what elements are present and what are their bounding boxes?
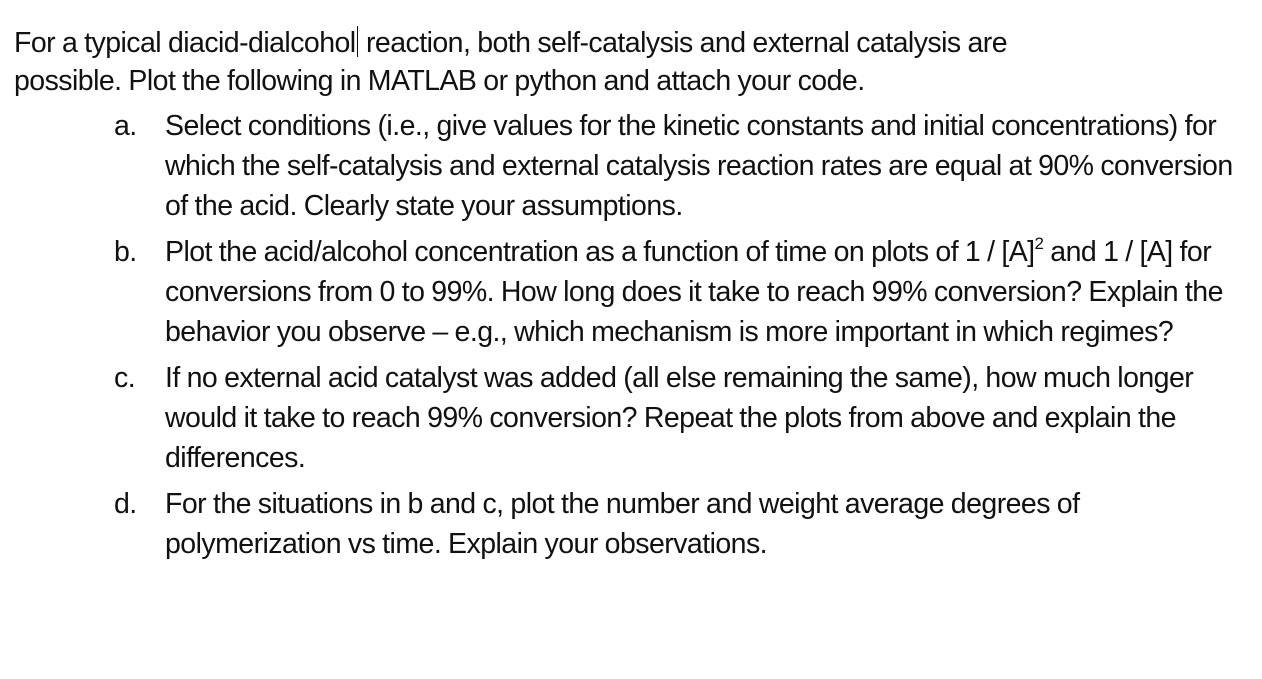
item-text: If no external acid catalyst was added (all else remaining the same), how much longer would it take to reach 99% conversion? Repeat the plots from above and explain the differences. [165, 362, 1194, 474]
intro-paragraph [14, 24, 1254, 100]
document-body [14, 24, 1254, 570]
item-text-start: Plot the acid/alcohol concentration as a function of time on plots of 1 / [A] [165, 236, 1035, 268]
intro-line1-end: reaction, both self-catalysis and external catalysis are [359, 27, 1007, 59]
text-cursor [357, 26, 359, 57]
item-text-end: and 1 / [A] for conversions from 0 to 99%. How long does it take to reach 99% conversion? Explain the behavior you observe – e.g., which mechanism is more important in which regimes? [165, 236, 1223, 348]
item-marker: a. [114, 110, 137, 142]
question-item-c [14, 358, 1254, 478]
item-marker: c. [114, 362, 136, 394]
question-item-d [14, 484, 1254, 564]
superscript: 2 [1034, 234, 1044, 253]
question-list [14, 106, 1254, 564]
item-marker: d. [114, 488, 137, 520]
question-item-a [14, 106, 1254, 226]
intro-line2: possible. Plot the following in MATLAB or python and attach your code. [14, 65, 865, 97]
item-text: For the situations in b and c, plot the number and weight average degrees of polymerization vs time. Explain your observations. [165, 488, 1080, 560]
intro-line1-start: For a typical diacid-dialcohol [14, 27, 356, 59]
question-item-b [14, 232, 1254, 352]
item-text: Select conditions (i.e., give values for the kinetic constants and initial concentrations) for which the self-catalysis and external catalysis reaction rates are equal at 90% conversion of the acid. Clearly state your assumptions. [165, 110, 1233, 222]
item-marker: b. [114, 236, 137, 268]
